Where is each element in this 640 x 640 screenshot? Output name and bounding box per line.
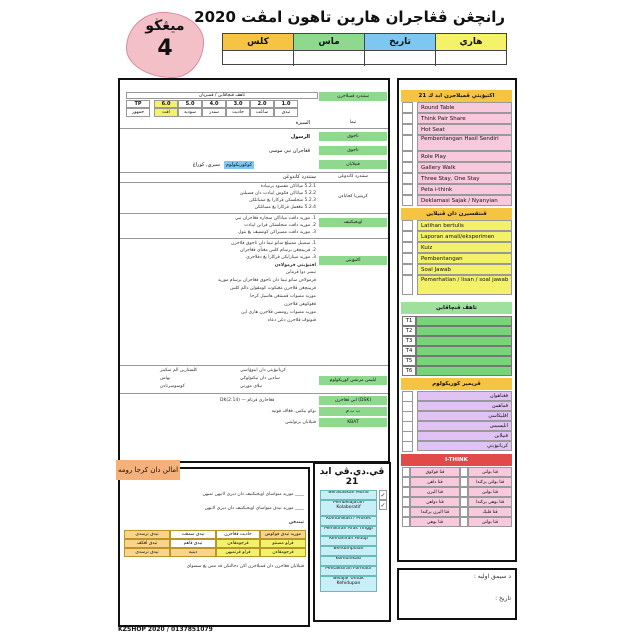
class-input[interactable] [223, 51, 294, 66]
objective-item: 3. موريد داڤت ممبيزاكن كونسيڤ يڠ بتول [238, 230, 316, 235]
tp-field[interactable] [416, 346, 512, 356]
century21-item[interactable]: Kemahiran Hidup [320, 536, 377, 546]
emk-item: كلستارين الم سكيتر [160, 368, 198, 373]
header-day: هاري [436, 34, 507, 50]
century21-item[interactable]: Komunikasi [320, 556, 377, 566]
level-word: تيدق [274, 108, 298, 117]
header-date: تاريخ [365, 34, 436, 50]
activity-item: ڤڠوکوهن ڤلاجرن [284, 302, 316, 307]
reflection-line: ____ موريد منواساي اوبجيكتيف دان ديري لاتيهن تمبهن [202, 492, 304, 497]
century21-item[interactable]: Pentaksiran Formatif [320, 566, 377, 576]
assessment-title: ڤنتقسيرن دان ڤنيلاين [401, 208, 512, 220]
level-cell: 5.0 [178, 100, 202, 108]
reflection-cell: ڤرلو ممبنتو [260, 539, 306, 548]
activity-item: ڤربينچڠن ڤلاجرن مڠيكوت كومڤولن دالم كلس [230, 286, 316, 291]
tp-field[interactable] [416, 336, 512, 346]
level-word: سوديه [178, 108, 202, 117]
reflection-cell: ديتيه [170, 548, 216, 557]
activity-label: اكتيۏيتي [319, 256, 387, 265]
ithink-option[interactable]: ڤتا بوهي [410, 517, 460, 527]
activity-item: اقتيۏيتي ڤرمولاءن [274, 263, 316, 268]
ithink-option[interactable]: ڤتا اليرن [410, 487, 460, 497]
objective-item: 2. موريد داڤت منجلسكن ڤرانن ايبادت [244, 223, 316, 228]
activity-option[interactable]: Think Pair Share [417, 113, 512, 124]
ithink-option[interactable]: ڤتا داهن [410, 477, 460, 487]
emk-item: ساءين دان تيكنولوڬي [240, 376, 280, 381]
ithink-option[interactable]: ڤتا بوهي برڬندا [468, 497, 512, 507]
ithink-option[interactable]: ڤتا ڤلبڬ [468, 507, 512, 517]
tp-field[interactable] [416, 316, 512, 326]
page-title: رانچڠن ڤڠاجران هارين تاهون امڤت 2020 [194, 8, 505, 26]
tp-title: تاهڤ ڤنچاڤاين [401, 302, 512, 314]
century21-check[interactable]: ✓ [380, 502, 386, 509]
day-input[interactable] [436, 51, 507, 66]
assessment-option[interactable]: Pembentangan [417, 253, 512, 264]
century21-item[interactable]: Pembelajaran Kolaboratif [320, 500, 377, 516]
emk-item: كوسوسرتاءن [160, 384, 185, 389]
reflection-line: تيندقن [289, 520, 304, 525]
century21-item[interactable]: Belajar Untuk Kehidupan [320, 576, 377, 592]
level-word: ساڠت [250, 108, 274, 117]
tp-label: T2 [402, 326, 416, 336]
tp-label: T4 [402, 346, 416, 356]
activities-title: اكتيۏيتي ڤمبلاجرن ابد ك 21 [401, 90, 512, 102]
century21-item[interactable]: Pemikiran Aras Tinggi [320, 526, 377, 536]
lesson-plan-panel [118, 78, 390, 463]
emk-item: كرياتيۏيتي دان اينوۏاسي [240, 368, 286, 373]
skill-value: سيري, كوراڠ [192, 162, 220, 168]
week-label: ميڠڬو [145, 18, 185, 34]
kp-option[interactable]: انليسيس [417, 421, 512, 431]
tp-field[interactable] [416, 326, 512, 336]
verified-date: تاريخ : [495, 595, 511, 602]
assessment-option[interactable]: Pemerhatian / lisan / soal jawab [417, 275, 512, 295]
century21-title: ڤي.دي.ڤي ابد 21 [319, 467, 385, 487]
emk-item: بهاس [160, 376, 171, 381]
reflection-note: ڤنيلايان ڤڠاجرن دان ڤمبلاجرن اكن دجالنكن ڤد مس يڠ سسواي [186, 564, 304, 569]
date-input[interactable] [365, 51, 436, 66]
tp-label: T5 [402, 356, 416, 366]
activity-item: 2. ڤربينچڠن برسام كلس مڠنأي ڤڠاجران [240, 248, 316, 253]
ithink-option[interactable]: ڤتا بولين [468, 487, 512, 497]
emk-label: ايليمن مرنتس كوريكولوم [319, 376, 387, 385]
objective-item: 1. موريد داڤت مڽاتاكن سجاره ڤڠاجران نبي [234, 216, 316, 221]
tp-label: T6 [402, 366, 416, 376]
level-cell: TP [126, 100, 150, 108]
standard-kandungan-value: ستندرد كاندوڠن [282, 174, 316, 180]
verified-by: د سيمق اوليه : [473, 573, 511, 580]
topic-value: ڤڠاجران نبي موسى [268, 148, 310, 154]
assessment-option[interactable]: Kuiz [417, 242, 512, 253]
tp-field[interactable] [416, 366, 512, 376]
standard-kandungan-label: ستندرد كاندوڠن [338, 174, 368, 179]
reflection-cell: حاديث ڤڠاجرن [216, 530, 260, 539]
ithink-title: I-THINK [401, 454, 512, 466]
tajuk-value: الرسول [290, 134, 310, 140]
reflection-cell: تيدق ترسدي [124, 530, 170, 539]
header-class: كلس [223, 34, 294, 50]
criteria-item: 5.2.4 مڠعمل ڤركارا يڠ ممباتلكن [254, 205, 316, 210]
kbat-value: ڤنيلايان برتوليس [285, 420, 316, 425]
activity-item: تيمبر دوا ڤرماين [285, 270, 316, 275]
activity-option[interactable]: Hot Seat [417, 124, 512, 135]
tp-field[interactable] [416, 356, 512, 366]
reflection-cell: ڤرجومڤاءن [260, 548, 306, 557]
reflection-cell: موريد تيدق فوکوس [260, 530, 306, 539]
level-cell: 1.0 [274, 100, 298, 108]
kp-option[interactable]: ڤنيلاين [417, 431, 512, 441]
century21-item[interactable]: Komunikasi / Proses [320, 516, 377, 526]
tema-value: السيرة [295, 120, 310, 126]
tp-label: T1 [402, 316, 416, 326]
kp-title: ڤريمير كوريكولوم [401, 378, 512, 390]
activity-item: موريد ممبوات رومسن ڤلاجرن هاري اين [241, 310, 316, 315]
level-word: جمهور [126, 108, 150, 117]
skill-tab[interactable]: كوكوريكولوم [225, 162, 253, 168]
kbat-label: KBAT [319, 418, 387, 427]
activity-item: 3. موريد مڽنارايكن ڤركارا يڠ دڤلاجري [246, 255, 316, 260]
activity-option[interactable]: Round Table [417, 102, 512, 113]
level-cell: 3.0 [226, 100, 250, 108]
activity-option[interactable]: Deklamasi Sajak / Nyanyian [417, 195, 512, 206]
tajuk-label: تاجوق [319, 132, 387, 141]
kp-option[interactable]: ڤڠتاهوان [417, 391, 512, 401]
ithink-option[interactable]: ڤتا بولتن [468, 517, 512, 527]
reflection-line: ____ موريد تيدق منواساي اوبجيكتيف دان ديري لاتيهن [204, 506, 304, 511]
emk-item: نيلاي مورني [240, 384, 263, 389]
tutor-label: ابي ڤڠاجرن (DSK) [319, 396, 387, 405]
tutor-value: DK(2.14) — ڤڠاجاري ڤرتام [220, 398, 275, 403]
bbm-label: ب ب م [319, 407, 387, 416]
standard-label: ستندرد ڤمبلاجرن [319, 92, 387, 101]
week-number: 4 [157, 36, 173, 61]
activity-option[interactable]: Peta i-think [417, 184, 512, 195]
century21-item[interactable]: Berkumpulan [320, 546, 377, 556]
objective-label: اوبجيكتيف [319, 218, 387, 227]
skill-label: ڤنيلايان [319, 160, 387, 169]
criteria-item: 5.2.2 مڽاتاكن فكوس ايبادت دان فضيلتڽ [239, 191, 316, 196]
activity-item: ڤنوتوڤ ڤلاجرن دڠن دعاء [267, 318, 316, 323]
activity-option[interactable]: Role Play [417, 151, 512, 162]
activity-option[interactable]: Gallery Walk [417, 162, 512, 173]
header-input-row [223, 50, 506, 66]
ithink-option[interactable]: ڤتا اليرن برڬندا [410, 507, 460, 517]
time-input[interactable] [294, 51, 365, 66]
assessment-option[interactable]: Soal Jawab [417, 264, 512, 275]
ithink-option[interactable]: ڤتا ڤوكوق [410, 467, 460, 477]
activity-item: 1. سمبيل ممبيلڠ ساتو تيما دان تاجوق ڤلاجرن [231, 241, 316, 246]
century21-check[interactable]: ✓ [380, 492, 386, 499]
level-word: اڤت [154, 108, 178, 117]
level-word: سندر [202, 108, 226, 117]
assessment-option[interactable]: Laporan amali/eksperimen [417, 231, 512, 242]
topic-label: تاجوق [319, 146, 387, 155]
level-cell: 2.0 [250, 100, 274, 108]
reflection-title: امالن دان كرجا رومه [116, 460, 180, 480]
ithink-option[interactable]: ڤتا بولتن برڬندا [468, 477, 512, 487]
kp-option[interactable]: اڤليكاسي [417, 411, 512, 421]
ithink-option[interactable]: ڤتا دواهن [410, 497, 460, 507]
reflection-cell: تيدق سمڤت [170, 530, 216, 539]
header-time: ماس [294, 34, 365, 50]
reflection-cell: ڤرلو ڤرتمبهن [216, 548, 260, 557]
footer-text: KZSHOP 2020 / 0137851079 [118, 626, 213, 633]
level-cell: 6.0 [154, 100, 178, 108]
tp-label: T3 [402, 336, 416, 346]
activity-item: ڤرمولاءن ساتو تيما دان تاجوق ڤڠاجران برسام موريد [217, 278, 316, 283]
reflection-cell: ڤرجومڤاءن [216, 539, 260, 548]
bbm-value: بوكو تيكس، ڤڠاڤ ڤوتيه [271, 409, 316, 414]
activity-option[interactable]: Pembentangan Hasil Sendiri [417, 135, 512, 151]
reflection-cell: تيدق ڤاهم [170, 539, 216, 548]
activity-option[interactable]: Three Stay, One Stay [417, 173, 512, 184]
criteria-item: 5.2.1 مڽاتاكن مقصود برنيبادة [260, 184, 316, 189]
reflection-cell: تيدق ترسدي [124, 548, 170, 557]
level-word: حاديث [226, 108, 250, 117]
date-header-table [222, 33, 507, 65]
kp-option[interactable]: ڤماهمن [417, 401, 512, 411]
criteria-label: كريتيريا كجاياءن [338, 194, 368, 199]
assessment-option[interactable]: Latihan bertulis [417, 220, 512, 231]
ithink-option[interactable]: ڤتا بولتن [468, 467, 512, 477]
levels-header: تاهڤ ڤنچاڤاين / ڤمبريان [126, 92, 318, 99]
tema-label: تيما [349, 120, 357, 125]
kp-option[interactable]: كرياتيۏيتي [417, 441, 512, 451]
century21-item[interactable]: Berasaskan Murid [320, 490, 377, 500]
criteria-item: 5.2.3 منجلسكن ڤركارا يڠ ممباتلكن [249, 198, 316, 203]
reflection-cell: تيدق لڠكڤ [124, 539, 170, 548]
level-cell: 4.0 [202, 100, 226, 108]
activity-item: موريد ممبوات ڤمبنتڠن هاسيل كرجا [250, 294, 316, 299]
